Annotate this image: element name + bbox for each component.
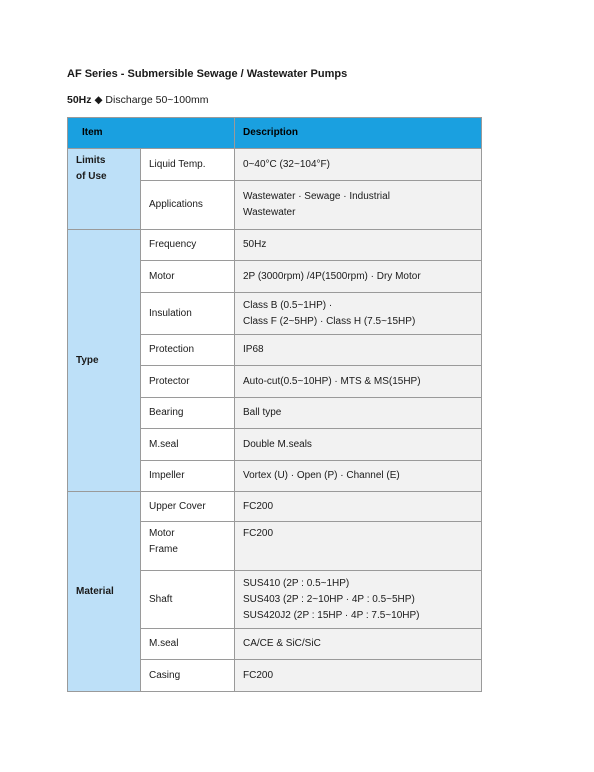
row-label: Applications <box>141 181 235 230</box>
row-label: Shaft <box>141 571 235 629</box>
row-value: FC200 <box>235 492 482 522</box>
spec-table <box>67 117 482 692</box>
table-header-row <box>68 118 482 149</box>
row-label: Motor Frame <box>141 522 235 571</box>
row-label: Motor <box>141 261 235 293</box>
row-value: Wastewater · Sewage · Industrial Wastewater <box>235 181 482 230</box>
row-value: Auto-cut(0.5~10HP) · MTS & MS(15HP) <box>235 366 482 398</box>
table-row <box>68 492 482 522</box>
row-value: Class B (0.5~1HP) · Class F (2~5HP) · Class H (7.5~15HP) <box>235 293 482 335</box>
row-value: Ball type <box>235 398 482 429</box>
table-row <box>68 149 482 181</box>
group-type: Type <box>68 230 141 492</box>
row-value: FC200 <box>235 522 482 571</box>
row-label: Upper Cover <box>141 492 235 522</box>
document-title: AF Series - Submersible Sewage / Wastewater Pumps <box>67 68 348 80</box>
row-value: 50Hz <box>235 230 482 261</box>
row-value: SUS410 (2P : 0.5~1HP) SUS403 (2P : 2~10HP · 4P : 0.5~5HP) SUS420J2 (2P : 15HP · 4P : 7.5~10HP) <box>235 571 482 629</box>
row-label: Casing <box>141 660 235 692</box>
row-value: Vortex (U) · Open (P) · Channel (E) <box>235 461 482 492</box>
row-value: Double M.seals <box>235 429 482 461</box>
row-label: Protector <box>141 366 235 398</box>
table-row <box>68 230 482 261</box>
header-item: Item <box>68 118 235 149</box>
row-label: Protection <box>141 335 235 366</box>
row-label: Bearing <box>141 398 235 429</box>
row-value: 2P (3000rpm) /4P(1500rpm) · Dry Motor <box>235 261 482 293</box>
row-value: CA/CE & SiC/SiC <box>235 629 482 660</box>
diamond-bullet-icon: ◆ <box>94 94 103 106</box>
frequency-label: 50Hz <box>67 94 92 106</box>
header-description: Description <box>235 118 482 149</box>
row-label: Liquid Temp. <box>141 149 235 181</box>
row-label: Impeller <box>141 461 235 492</box>
group-limits-of-use: Limits of Use <box>68 149 141 230</box>
row-label: M.seal <box>141 629 235 660</box>
group-material: Material <box>68 492 141 692</box>
discharge-label: Discharge 50~100mm <box>102 94 209 106</box>
document-subtitle <box>67 94 208 106</box>
row-value: FC200 <box>235 660 482 692</box>
row-value: 0~40°C (32~104°F) <box>235 149 482 181</box>
row-value: IP68 <box>235 335 482 366</box>
row-label: Insulation <box>141 293 235 335</box>
row-label: M.seal <box>141 429 235 461</box>
row-label: Frequency <box>141 230 235 261</box>
